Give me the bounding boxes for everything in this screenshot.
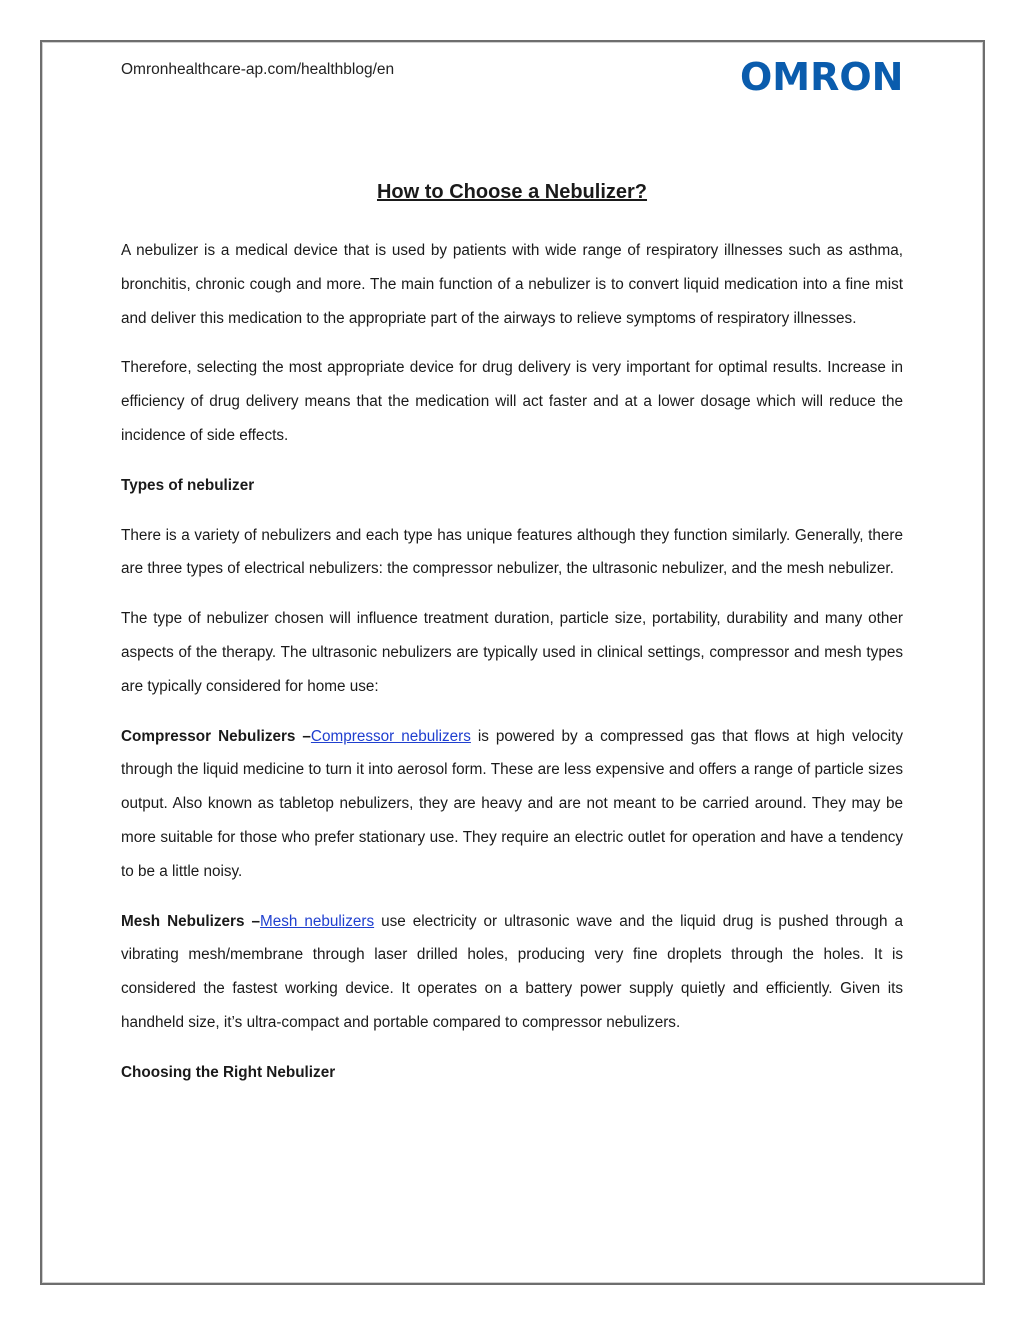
article-body	[121, 234, 903, 1106]
heading-choosing: Choosing the Right Nebulizer	[121, 1063, 336, 1081]
page-title: How to Choose a Nebulizer?	[376, 181, 648, 203]
paragraph-compressor	[121, 720, 903, 889]
paragraph-intro: A nebulizer is a medical device that is used by patients with wide range of respiratory illnesses such as asthma, bronchitis, chronic cough and more. The main function of a nebulizer is to convert liquid medication into a fine mist and deliver this medication to the appropriate part of the airways to relieve symptoms of respiratory illnesses.	[121, 242, 903, 327]
paragraph-type-influence: The type of nebulizer chosen will influence treatment duration, particle size, portability, durability and many other aspects of the therapy. The ultrasonic nebulizers are typically used in clinical settings, compressor and mesh types are typically considered for home use:	[121, 610, 903, 695]
omron-logo: OMRON	[740, 55, 904, 99]
mesh-text: use electricity or ultrasonic wave and the liquid drug is pushed through a vibrating mesh/membrane through laser drilled holes, producing very fine droplets through the holes. It is considered the fastest working device. It operates on a battery power supply quietly and efficiently. Given its handheld size, it’s ultra-compact and portable compared to compressor nebulizers.	[121, 912, 904, 1031]
header-url: Omronhealthcare-ap.com/healthblog/en	[121, 61, 395, 78]
compressor-text: is powered by a compressed gas that flows at high velocity through the liquid medicine to turn it into aerosol form. These are less expensive and offers a range of particle sizes output. Also known as tabletop nebulizers, they are heavy and are not meant to be carried around. They may be more suitable for those who prefer stationary use. They require an electric outlet for operation and have a tendency to be a little noisy.	[121, 727, 903, 880]
mesh-lead: Mesh Nebulizers –	[121, 912, 260, 930]
heading-types-of-nebulizer: Types of nebulizer	[121, 476, 255, 494]
paragraph-mesh	[121, 905, 903, 1040]
paragraph-selection: Therefore, selecting the most appropriate device for drug delivery is very important for optimal results. Increase in efficiency of drug delivery means that the medication will act faster and at a lower dosage which will reduce the incidence of side effects.	[121, 359, 903, 444]
compressor-lead: Compressor Nebulizers –	[121, 727, 311, 745]
paragraph-variety: There is a variety of nebulizers and each type has unique features although they function similarly. Generally, there are three types of electrical nebulizers: the compressor nebulizer, the ultrasonic nebulizer, and the mesh nebulizer.	[121, 526, 903, 578]
compressor-nebulizers-link[interactable]: Compressor nebulizers	[310, 727, 471, 745]
mesh-nebulizers-link[interactable]: Mesh nebulizers	[259, 912, 375, 930]
